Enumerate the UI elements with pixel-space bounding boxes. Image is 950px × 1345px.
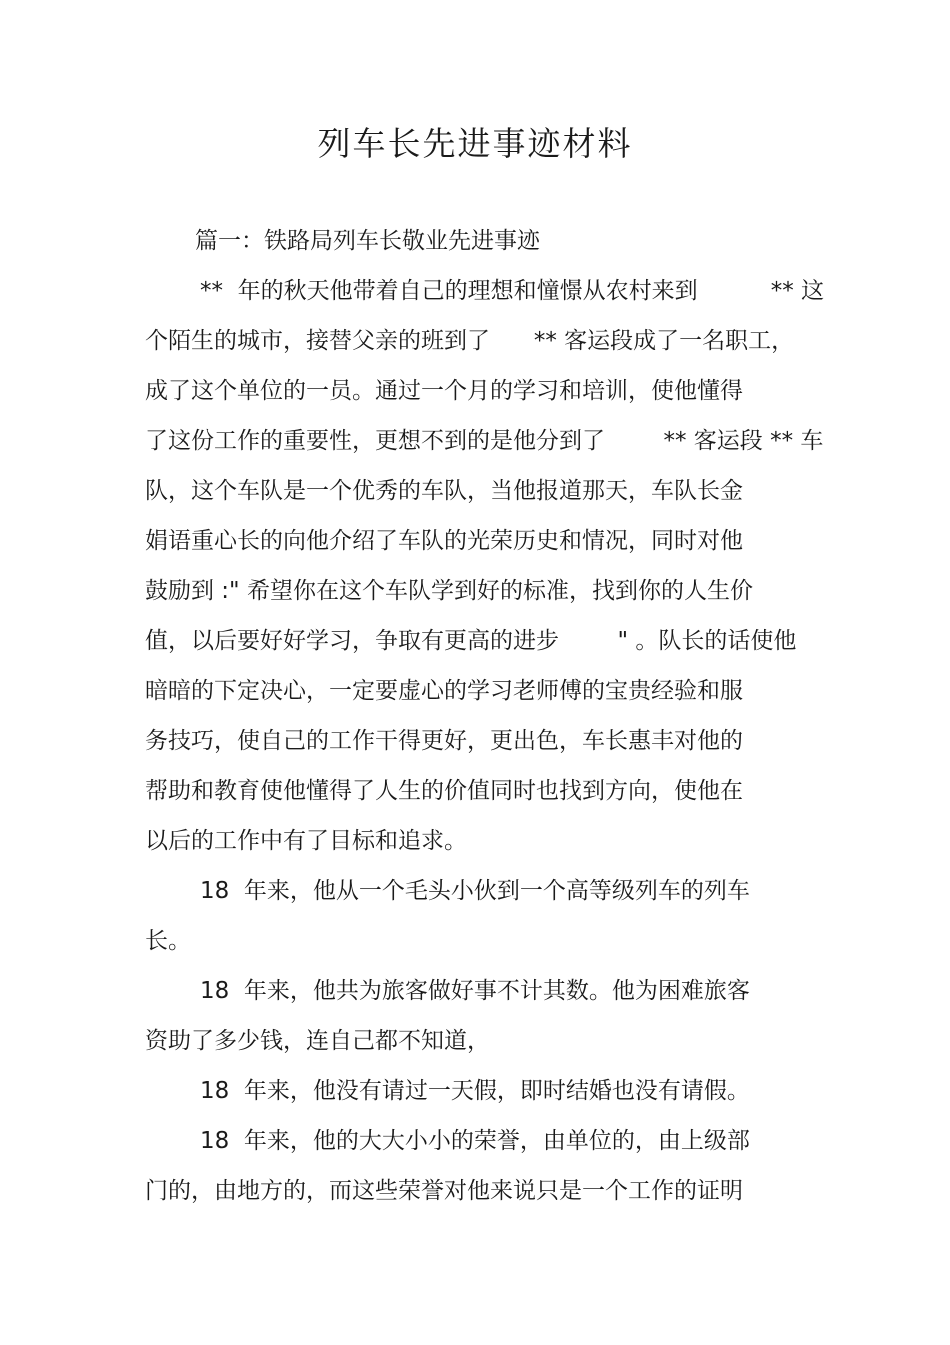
paragraph-line: 成了这个单位的一员。通过一个月的学习和培训，使他懂得: [145, 378, 743, 404]
paragraph-line: 以后的工作中有了目标和追求。: [145, 828, 467, 854]
paragraph-line: 了这份工作的重要性，更想不到的是他分到了 ** 客运段 ** 车: [145, 428, 824, 454]
paragraph-line: 18 年来，他的大大小小的荣誉，由单位的，由上级部: [200, 1128, 750, 1154]
paragraph-line: 18 年来，他共为旅客做好事不计其数。他为困难旅客: [200, 978, 750, 1004]
section-heading: 篇一：铁路局列车长敬业先进事迹: [195, 228, 540, 254]
paragraph-line: 务技巧，使自己的工作干得更好，更出色，车长惠丰对他的: [145, 728, 743, 754]
paragraph-line: 18 年来，他从一个毛头小伙到一个高等级列车的列车: [200, 878, 750, 904]
paragraph-line: 帮助和教育使他懂得了人生的价值同时也找到方向，使他在: [145, 778, 743, 804]
paragraph-line: 个陌生的城市，接替父亲的班到了 ** 客运段成了一名职工，: [145, 328, 795, 354]
paragraph-line: 暗暗的下定决心，一定要虚心的学习老师傅的宝贵经验和服: [145, 678, 743, 704]
paragraph-line: 门的，由地方的，而这些荣誉对他来说只是一个工作的证明: [145, 1178, 743, 1204]
paragraph-line: 娟语重心长的向他介绍了车队的光荣历史和情况，同时对他: [145, 528, 743, 554]
document-title: 列车长先进事迹材料: [317, 124, 633, 163]
paragraph-line: 18 年来，他没有请过一天假，即时结婚也没有请假。: [200, 1078, 750, 1104]
paragraph-line: 队，这个车队是一个优秀的车队，当他报道那天，车队长金: [145, 478, 743, 504]
paragraph-line: 资助了多少钱，连自己都不知道，: [145, 1028, 490, 1054]
paragraph-line: 值，以后要好好学习，争取有更高的进步 " 。队长的话使他: [145, 628, 797, 654]
paragraph-line: 长。: [145, 928, 191, 954]
paragraph-line: 鼓励到 :" 希望你在这个车队学到好的标准，找到你的人生价: [145, 578, 753, 604]
paragraph-line: ** 年的秋天他带着自己的理想和憧憬从农村来到 ** 这: [200, 278, 825, 304]
